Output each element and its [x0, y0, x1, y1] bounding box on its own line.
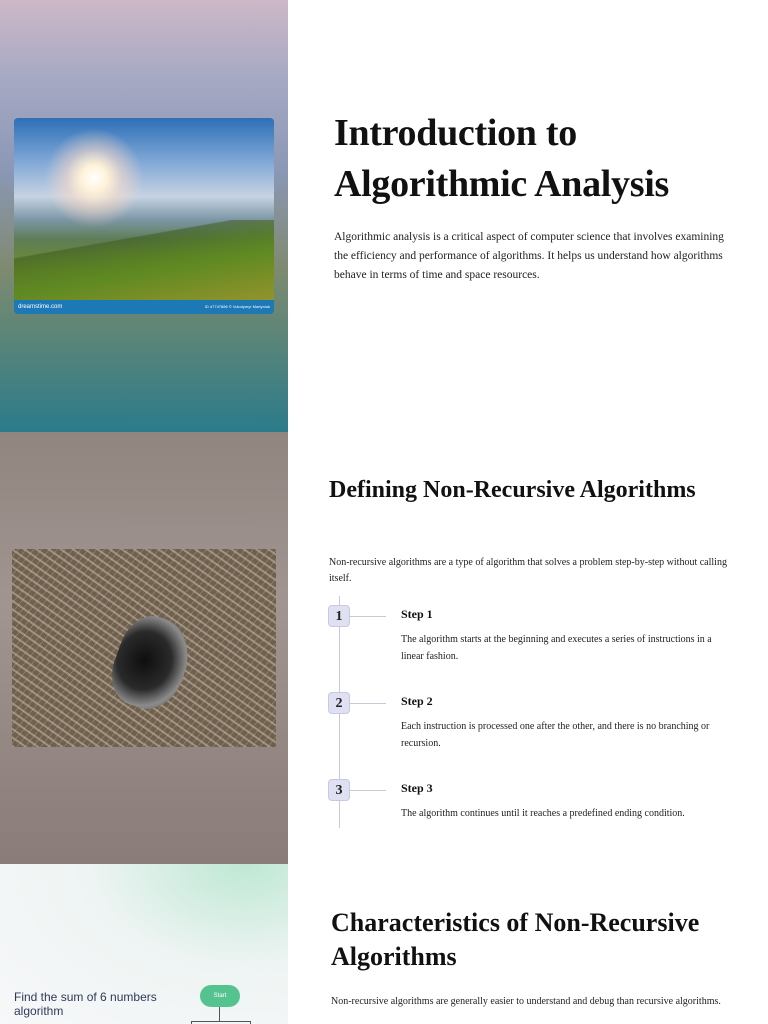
mountain-range	[14, 220, 274, 300]
slide-defining-non-recursive	[0, 432, 768, 864]
step-number-badge: 2	[328, 692, 350, 714]
sun-glow	[44, 128, 144, 228]
step-number-badge: 1	[328, 605, 350, 627]
watermark-bar	[14, 300, 274, 314]
flowchart-start-node: Start	[200, 985, 240, 1007]
step-connector	[350, 703, 386, 704]
slide-body: Non-recursive algorithms are a type of algorithm that solves a problem step-by-step without calling itself.	[329, 557, 727, 584]
step-connector	[350, 790, 386, 791]
step-title: Step 3	[401, 781, 433, 795]
slide-image-panel	[0, 864, 288, 1024]
step-description: The algorithm starts at the beginning and executes a series of instructions in a linear fashion.	[401, 634, 712, 662]
step-title: Step 2	[401, 694, 433, 708]
slide-image-panel	[0, 0, 288, 432]
flowchart-caption: Find the sum of 6 numbers algorithm	[14, 990, 157, 1018]
slide-characteristics	[0, 864, 768, 1024]
step-description: Each instruction is processed one after the other, and there is no branching or recursion.	[401, 721, 710, 749]
step-title: Step 1	[401, 607, 433, 621]
watermark-left: dreamstime.com	[18, 304, 63, 310]
slide-introduction	[0, 0, 768, 432]
slide-image-panel	[0, 432, 288, 864]
slide-body: Non-recursive algorithms are generally easier to understand and debug than recursive algorithms.	[331, 996, 721, 1007]
watermark-right: ID 47747886 © Volodymyr Martyniuk	[204, 304, 270, 309]
step-number-badge: 3	[328, 779, 350, 801]
flowchart-arrow	[219, 1007, 220, 1021]
slide-body: Algorithmic analysis is a critical aspect of computer science that involves examining the efficiency and performance of algorithms. It helps us understand how algorithms behave in terms of time and space resources.	[334, 231, 724, 281]
mountain-sunrise-photo	[14, 118, 274, 314]
slide-title: Defining Non-Recursive Algorithms	[329, 477, 696, 503]
slide-title: Introduction to Algorithmic Analysis	[334, 112, 669, 205]
step-description: The algorithm continues until it reaches a predefined ending condition.	[401, 808, 685, 819]
shoe-shape	[102, 608, 199, 718]
step-connector	[350, 616, 386, 617]
dry-grass-shoe-photo	[12, 549, 276, 747]
slide-title: Characteristics of Non-Recursive Algorithms	[331, 908, 700, 971]
